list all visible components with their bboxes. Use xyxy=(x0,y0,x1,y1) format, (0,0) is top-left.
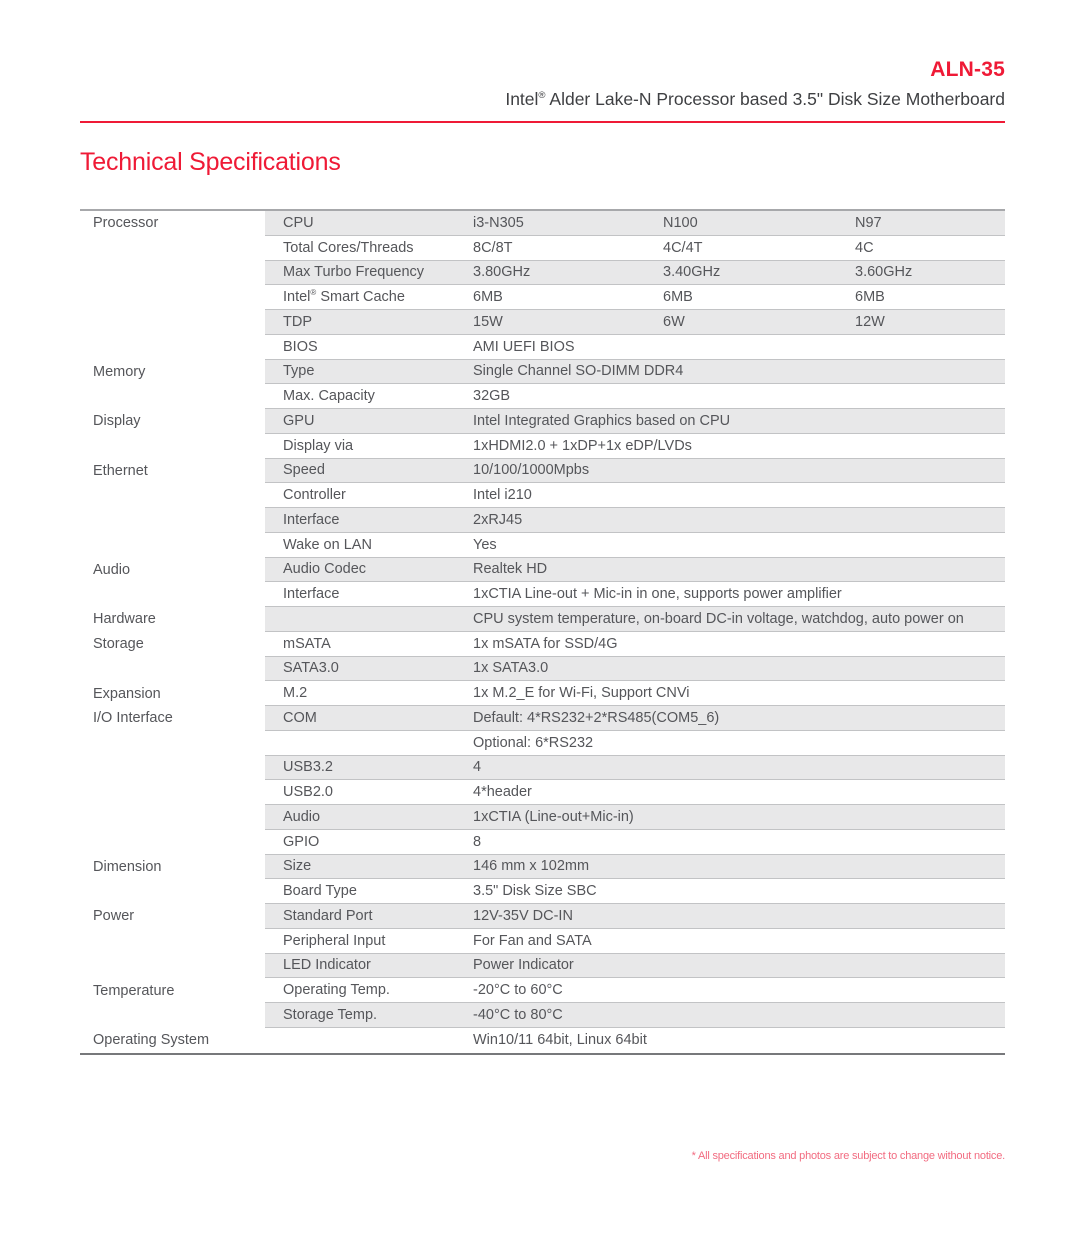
row-label: Size xyxy=(283,858,312,875)
table-row xyxy=(80,558,1005,583)
row-value: Optional: 6*RS232 xyxy=(473,734,594,751)
row-body xyxy=(265,582,1005,607)
row-value: 3.5" Disk Size SBC xyxy=(473,883,597,900)
row-body xyxy=(265,855,1005,880)
table-row xyxy=(80,236,1005,261)
row-category xyxy=(80,236,265,261)
row-value: Default: 4*RS232+2*RS485(COM5_6) xyxy=(473,709,720,726)
row-value: 15W xyxy=(473,313,503,330)
row-value: CPU system temperature, on-board DC-in voltage, watchdog, auto power on xyxy=(473,610,964,627)
row-label: Audio xyxy=(283,808,321,825)
row-value: For Fan and SATA xyxy=(473,932,592,949)
row-value: 3.80GHz xyxy=(473,264,531,281)
row-body xyxy=(265,904,1005,929)
row-value: 32GB xyxy=(473,388,511,405)
row-category: I/O Interface xyxy=(93,710,173,727)
row-value: Win10/11 64bit, Linux 64bit xyxy=(473,1032,647,1049)
row-body xyxy=(265,335,1005,360)
row-value: Yes xyxy=(473,536,497,553)
row-label: USB3.2 xyxy=(283,759,333,776)
row-category xyxy=(80,384,265,409)
table-row xyxy=(80,780,1005,805)
table-row xyxy=(80,904,1005,929)
row-category: Memory xyxy=(93,363,146,380)
row-label: Peripheral Input xyxy=(283,932,386,949)
product-subtitle: Intel® Alder Lake-N Processor based 3.5" Disk Size Motherboard xyxy=(505,89,1005,109)
row-category xyxy=(80,434,265,459)
footnote: * All specifications and photos are subject to change without notice. xyxy=(691,1150,1005,1162)
table-row xyxy=(80,310,1005,335)
row-body xyxy=(265,978,1005,1003)
row-value: 1x M.2_E for Wi-Fi, Support CNVi xyxy=(473,685,690,702)
row-value: 4C xyxy=(855,239,874,256)
row-body xyxy=(265,533,1005,558)
row-body xyxy=(265,954,1005,979)
row-value: N100 xyxy=(663,214,698,231)
row-label: BIOS xyxy=(283,338,318,355)
row-category xyxy=(80,335,265,360)
row-label: Wake on LAN xyxy=(283,536,372,553)
row-label: Interface xyxy=(283,511,340,528)
row-body xyxy=(265,310,1005,335)
model-number: ALN-35 xyxy=(930,58,1005,81)
row-category: Audio xyxy=(93,561,131,578)
table-row xyxy=(80,434,1005,459)
row-category xyxy=(80,261,265,286)
row-value: 6MB xyxy=(855,289,885,306)
row-category xyxy=(80,929,265,954)
row-category xyxy=(80,805,265,830)
row-value: 4C/4T xyxy=(663,239,703,256)
row-category xyxy=(80,1003,265,1028)
page-title: Technical Specifications xyxy=(80,148,341,176)
row-label: Total Cores/Threads xyxy=(283,239,414,256)
table-row xyxy=(80,533,1005,558)
row-label: Interface xyxy=(283,586,340,603)
row-body xyxy=(265,409,1005,434)
row-value: 3.60GHz xyxy=(855,264,913,281)
row-label: Board Type xyxy=(283,883,357,900)
row-body xyxy=(265,756,1005,781)
row-category: Expansion xyxy=(93,685,161,702)
table-row xyxy=(80,483,1005,508)
row-body xyxy=(265,681,1005,706)
row-value: 10/100/1000Mpbs xyxy=(473,462,590,479)
row-label: Speed xyxy=(283,462,325,479)
row-label: Display via xyxy=(283,437,354,454)
row-body xyxy=(265,483,1005,508)
row-body xyxy=(265,261,1005,286)
row-category xyxy=(80,954,265,979)
row-body xyxy=(265,929,1005,954)
table-row xyxy=(80,805,1005,830)
row-category xyxy=(80,483,265,508)
row-category: Ethernet xyxy=(93,462,148,479)
row-value: Power Indicator xyxy=(473,957,574,974)
row-label: USB2.0 xyxy=(283,784,333,801)
row-category xyxy=(80,508,265,533)
row-category xyxy=(80,533,265,558)
row-body xyxy=(265,236,1005,261)
table-row xyxy=(80,657,1005,682)
row-body xyxy=(265,360,1005,385)
row-label: Max. Capacity xyxy=(283,388,375,405)
row-value: 1xCTIA Line-out + Mic-in in one, supports power amplifier xyxy=(473,586,842,603)
row-category xyxy=(80,285,265,310)
specifications-table xyxy=(80,209,1005,1055)
row-body xyxy=(265,607,1005,632)
row-category xyxy=(80,731,265,756)
table-row xyxy=(80,929,1005,954)
table-row xyxy=(80,459,1005,484)
row-value: 1x mSATA for SSD/4G xyxy=(473,635,618,652)
row-label: mSATA xyxy=(283,635,331,652)
row-body xyxy=(265,706,1005,731)
row-category: Dimension xyxy=(93,858,162,875)
row-value: 1x SATA3.0 xyxy=(473,660,549,677)
table-row xyxy=(80,360,1005,385)
row-label: Controller xyxy=(283,487,346,504)
row-category xyxy=(80,830,265,855)
row-value: 8 xyxy=(473,833,482,850)
row-body xyxy=(265,459,1005,484)
row-body xyxy=(265,780,1005,805)
row-body xyxy=(265,805,1005,830)
row-category: Power xyxy=(93,908,135,925)
table-row xyxy=(80,285,1005,310)
row-label: TDP xyxy=(283,313,312,330)
row-value: N97 xyxy=(855,214,882,231)
row-value: Intel Integrated Graphics based on CPU xyxy=(473,412,731,429)
table-row xyxy=(80,954,1005,979)
table-row xyxy=(80,731,1005,756)
row-category xyxy=(80,780,265,805)
row-value: 6MB xyxy=(473,289,503,306)
row-label: GPU xyxy=(283,412,315,429)
row-label: COM xyxy=(283,709,317,726)
row-body xyxy=(265,384,1005,409)
row-label: Storage Temp. xyxy=(283,1006,378,1023)
row-category: Storage xyxy=(93,636,144,653)
row-value: Realtek HD xyxy=(473,561,548,578)
row-category xyxy=(80,657,265,682)
row-value: Intel i210 xyxy=(473,487,532,504)
row-label: LED Indicator xyxy=(283,957,371,974)
table-row xyxy=(80,384,1005,409)
row-body xyxy=(265,731,1005,756)
row-value: 3.40GHz xyxy=(663,264,721,281)
table-row xyxy=(80,261,1005,286)
row-body xyxy=(265,558,1005,583)
row-category xyxy=(80,879,265,904)
row-label: SATA3.0 xyxy=(283,660,339,677)
row-category: Display xyxy=(93,413,141,430)
row-label: M.2 xyxy=(283,685,308,702)
table-row xyxy=(80,1003,1005,1028)
table-row xyxy=(80,756,1005,781)
table-row xyxy=(80,855,1005,880)
table-row xyxy=(80,335,1005,360)
row-value: 1xHDMI2.0 + 1xDP+1x eDP/LVDs xyxy=(473,437,692,454)
row-value: 6W xyxy=(663,313,685,330)
row-category xyxy=(80,310,265,335)
row-value: 4 xyxy=(473,759,482,776)
row-value: 1xCTIA (Line-out+Mic-in) xyxy=(473,808,634,825)
row-value: i3-N305 xyxy=(473,214,524,231)
row-body xyxy=(265,830,1005,855)
row-value: Single Channel SO-DIMM DDR4 xyxy=(473,363,684,380)
row-category: Temperature xyxy=(93,982,175,999)
table-row xyxy=(80,681,1005,706)
row-value: 2xRJ45 xyxy=(473,511,523,528)
row-body xyxy=(265,1028,1005,1053)
table-row xyxy=(80,879,1005,904)
row-label: Intel® Smart Cache xyxy=(283,288,405,306)
row-body xyxy=(265,508,1005,533)
row-body xyxy=(265,285,1005,310)
table-row xyxy=(80,508,1005,533)
row-value: -20°C to 60°C xyxy=(473,982,563,999)
row-body xyxy=(265,211,1005,236)
table-row xyxy=(80,607,1005,632)
row-body xyxy=(265,1003,1005,1028)
row-label: Operating Temp. xyxy=(283,982,390,999)
table-row xyxy=(80,1028,1005,1053)
row-value: 146 mm x 102mm xyxy=(473,858,590,875)
row-body xyxy=(265,434,1005,459)
row-body xyxy=(265,657,1005,682)
row-value: 8C/8T xyxy=(473,239,513,256)
row-value: -40°C to 80°C xyxy=(473,1006,563,1023)
row-value: 6MB xyxy=(663,289,693,306)
table-row xyxy=(80,409,1005,434)
table-row xyxy=(80,978,1005,1003)
row-value: AMI UEFI BIOS xyxy=(473,338,575,355)
table-row xyxy=(80,582,1005,607)
row-label: Audio Codec xyxy=(283,561,367,578)
row-value: 12W xyxy=(855,313,885,330)
row-category: Processor xyxy=(93,215,159,232)
row-body xyxy=(265,632,1005,657)
row-category: Hardware xyxy=(93,611,156,628)
page-header xyxy=(80,58,1005,123)
row-body xyxy=(265,879,1005,904)
row-category xyxy=(80,756,265,781)
row-category xyxy=(80,582,265,607)
row-category: Operating System xyxy=(93,1032,210,1049)
table-row xyxy=(80,830,1005,855)
row-label: GPIO xyxy=(283,833,320,850)
row-value: 12V-35V DC-IN xyxy=(473,907,573,924)
row-label: CPU xyxy=(283,214,314,231)
row-label: Standard Port xyxy=(283,907,373,924)
table-row xyxy=(80,211,1005,236)
table-row xyxy=(80,706,1005,731)
row-label: Max Turbo Frequency xyxy=(283,264,425,281)
row-value: 4*header xyxy=(473,784,532,801)
row-label: Type xyxy=(283,363,315,380)
table-row xyxy=(80,632,1005,657)
